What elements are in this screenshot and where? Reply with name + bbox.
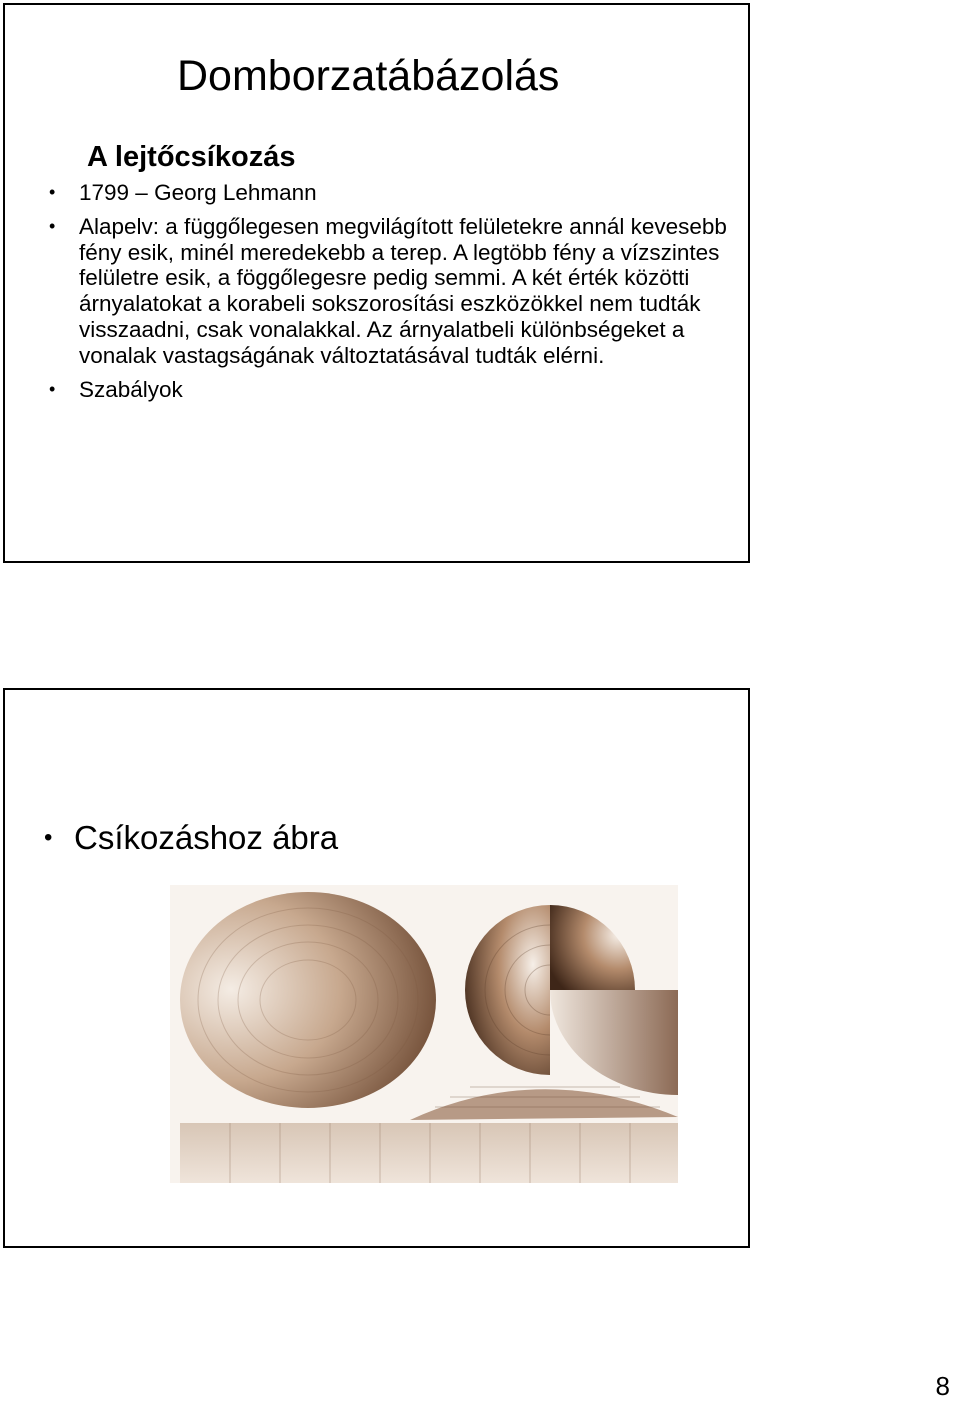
- hachure-band: [180, 1123, 678, 1183]
- page-number: 8: [935, 1371, 950, 1401]
- bullet-icon: •: [49, 182, 56, 202]
- bullet-list: [49, 180, 739, 410]
- bullet-icon: •: [49, 378, 56, 399]
- bullet-text: Szabályok: [79, 376, 183, 402]
- hachure-figure: [170, 885, 678, 1183]
- bullet-icon: •: [44, 824, 53, 851]
- bullet-list-2: [44, 818, 338, 858]
- bullet-item-2: [49, 214, 739, 369]
- bullet-item-1: [49, 180, 739, 206]
- slide-title: Domborzatábázolás: [177, 52, 560, 100]
- bullet-icon: •: [49, 215, 56, 236]
- slide-subheading: A lejtőcsíkozás: [87, 141, 296, 173]
- bullet-item-3: [49, 377, 739, 403]
- bullet-text: Alapelv: a függőlegesen megvilágított felületekre annál kevesebb fény esik, minél meredekebb a terep. A legtöbb fény a vízszintes felületre esik, a föggőlegesre pedig semmi. A két érték közötti árnyalatokat a korabeli sokszorosítási eszközökkel nem tudták visszaadni, csak vonalakkal. Az árnyalatbeli különbségeket a vonalak vastagságának változtatásával tudták elérni.: [79, 213, 727, 368]
- bullet-text: 1799 – Georg Lehmann: [79, 180, 317, 205]
- bullet-item-figure: [44, 818, 338, 858]
- slide-1: [3, 3, 750, 563]
- bullet-text: Csíkozáshoz ábra: [74, 819, 339, 856]
